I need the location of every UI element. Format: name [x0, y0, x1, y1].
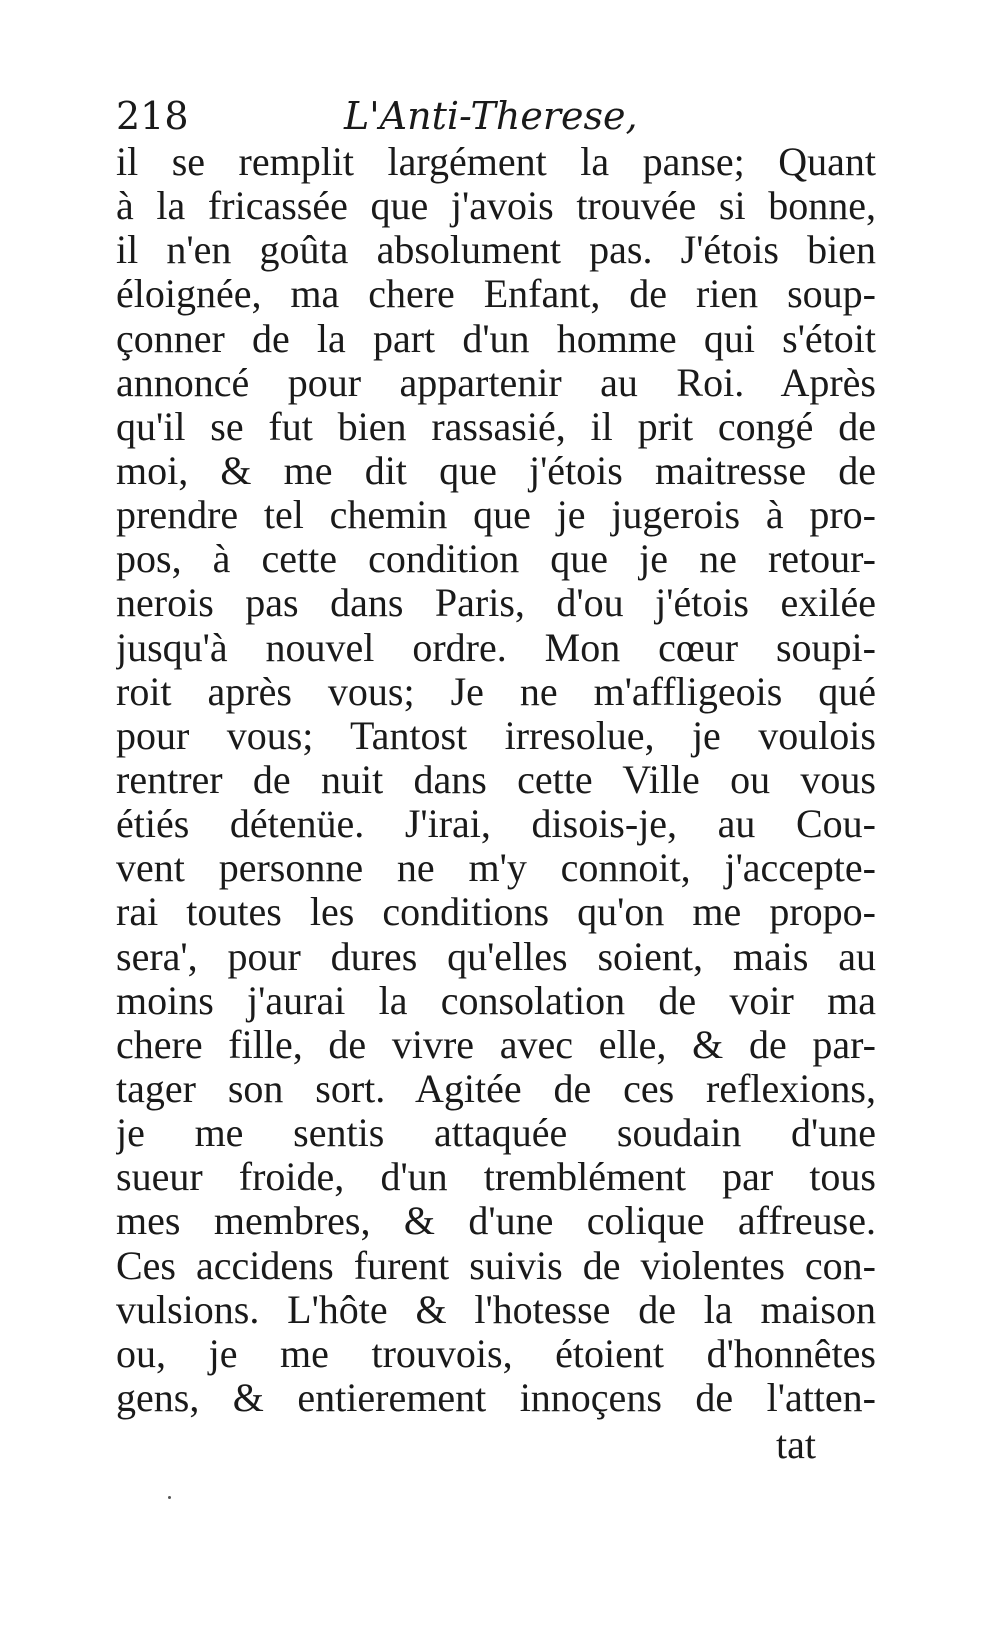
text-line: qu'il se fut bien rassasié, il prit congé de: [116, 404, 876, 449]
text-line: moi, & me dit que j'étois maitresse de: [116, 448, 876, 493]
text-line: rai toutes les conditions qu'on me propo-: [116, 890, 876, 935]
text-line: Ces accidens furent suivis de violentes con-: [116, 1243, 876, 1288]
text-line: tager son sort. Agitée de ces reflexions,: [116, 1066, 876, 1111]
page-number: 218: [116, 94, 189, 138]
text-line: nerois pas dans Paris, d'ou j'étois exilée: [116, 581, 876, 626]
text-line: pos, à cette condition que je ne retour-: [116, 537, 876, 582]
paper-speck: [168, 1496, 171, 1499]
text-line: je me sentis attaquée soudain d'une: [116, 1111, 876, 1156]
text-line: gens, & entierement innoçens de l'atten-: [116, 1375, 876, 1420]
text-line: chere fille, de vivre avec elle, & de par-: [116, 1022, 876, 1067]
text-line: çonner de la part d'un homme qui s'étoit: [116, 316, 876, 361]
text-line: sera', pour dures qu'elles soient, mais au: [116, 934, 876, 979]
text-line: il se remplit largément la panse; Quant: [116, 140, 876, 184]
catchword: tat: [776, 1422, 816, 1467]
text-line: prendre tel chemin que je jugerois à pro-: [116, 493, 876, 538]
running-head: [116, 86, 876, 146]
text-line: annoncé pour appartenir au Roi. Après: [116, 360, 876, 405]
text-line: éloignée, ma chere Enfant, de rien soup-: [116, 272, 876, 317]
text-line: rentrer de nuit dans cette Ville ou vous: [116, 757, 876, 802]
text-line: vulsions. L'hôte & l'hotesse de la maison: [116, 1287, 876, 1332]
text-line: ou, je me trouvois, étoient d'honnêtes: [116, 1331, 876, 1376]
text-line: sueur froide, d'un tremblément par tous: [116, 1155, 876, 1200]
text-line: étiés détenüe. J'irai, disois-je, au Cou-: [116, 802, 876, 847]
text-line: moins j'aurai la consolation de voir ma: [116, 978, 876, 1023]
text-line: à la fricassée que j'avois trouvée si bonne,: [116, 184, 876, 229]
text-line: il n'en goûta absolument pas. J'étois bien: [116, 228, 876, 273]
text-line: pour vous; Tantost irresolue, je voulois: [116, 713, 876, 758]
text-line: mes membres, & d'une colique affreuse.: [116, 1199, 876, 1244]
text-line: jusqu'à nouvel ordre. Mon cœur soupi-: [116, 625, 876, 670]
body-text: [116, 140, 876, 1420]
text-line: roit après vous; Je ne m'affligeois qué: [116, 669, 876, 714]
text-line: vent personne ne m'y connoit, j'accepte-: [116, 846, 876, 891]
running-title: L'Anti-Therese,: [344, 94, 638, 138]
